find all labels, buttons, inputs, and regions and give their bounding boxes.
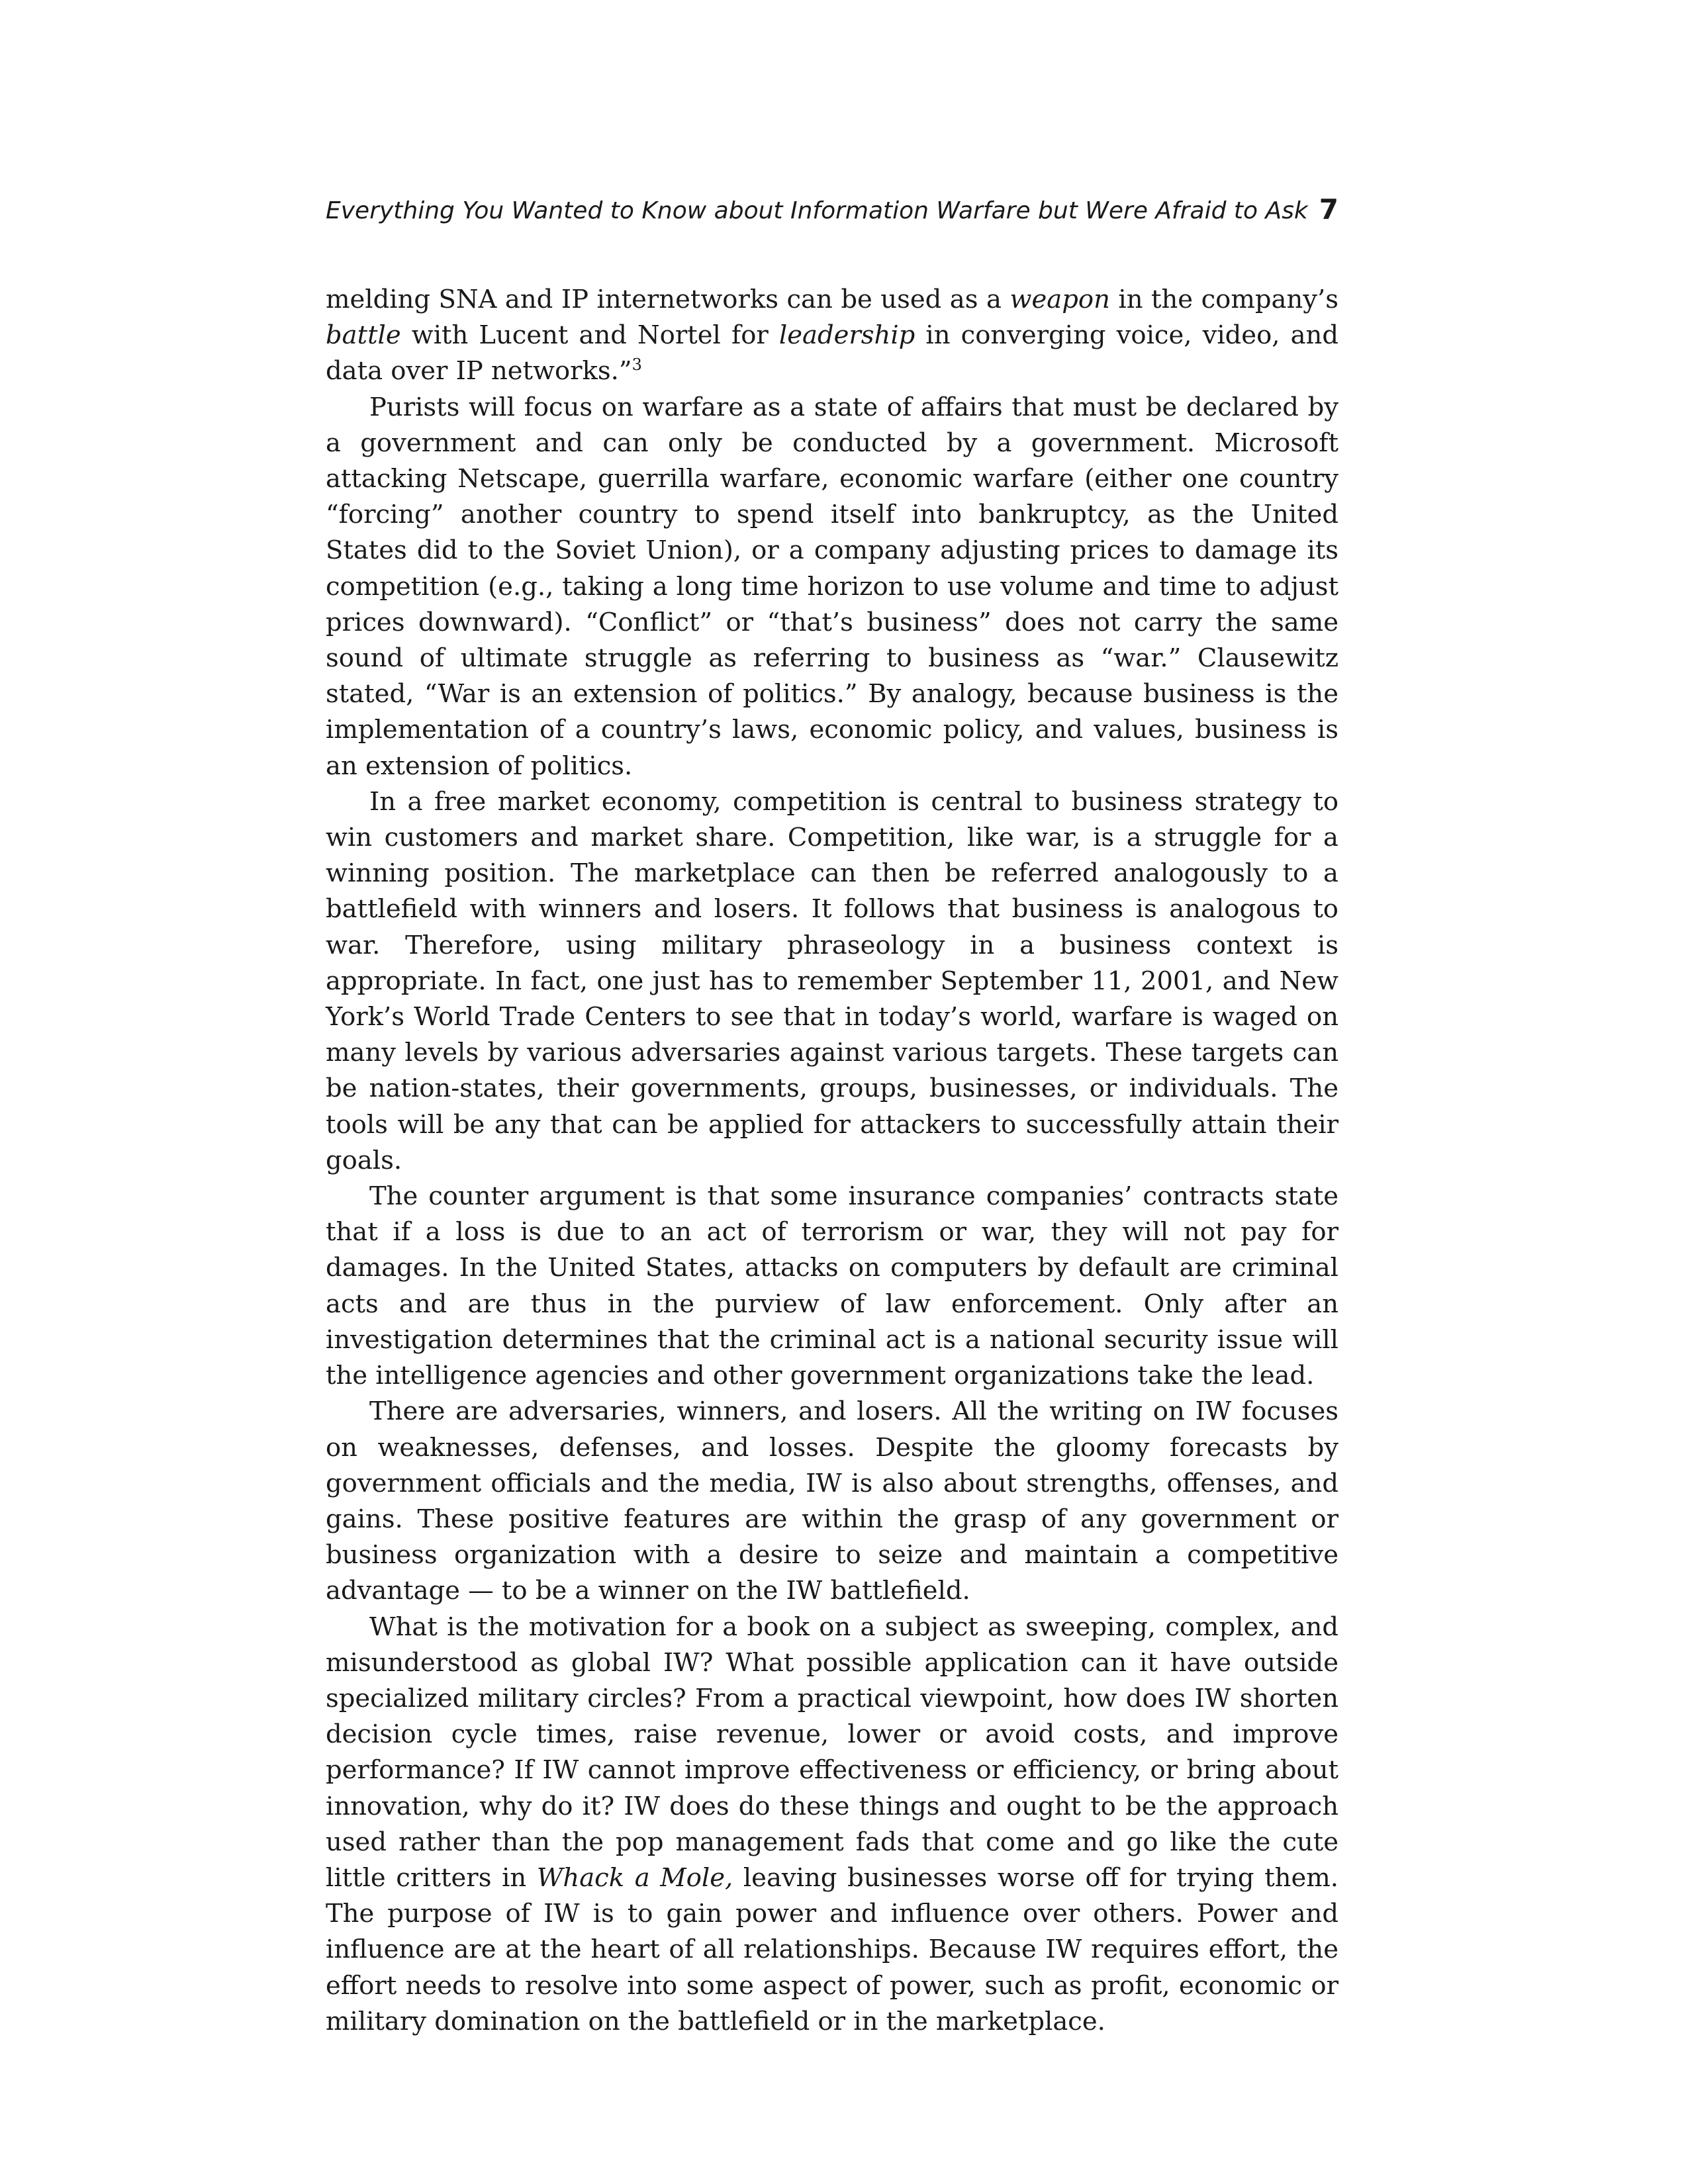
italic-text: battle — [326, 320, 401, 351]
italic-text: Whack a Mole, — [536, 1862, 733, 1893]
text-run: in the company’s — [1109, 285, 1339, 314]
italic-text: leadership — [778, 320, 915, 351]
text-run: What is the motivation for a book on a subject as sweeping, complex, and misunderstood as global IW? What possible application can it have outside specialized military circles? From a practical viewpoint, how does IW shorten decision cycle times, raise revenue, lower or avoid costs, and improve performance? If IW cannot improve effectiveness or efficiency, or bring about innovation, why do it? IW does do these things and ought to be the approach used rather than the pop management fads that come and go like the cute little critters in — [326, 1612, 1338, 1893]
body-text — [326, 282, 1338, 2040]
text-run: leaving businesses worse off for trying them. The purpose of IW is to gain power and influence over others. Power and influence are at the heart of all relationships. Because IW requires effort, the effort needs to resolve into some aspect of power, such as profit, economic or military domination on the battlefield or in the marketplace. — [326, 1862, 1338, 2036]
paragraph — [326, 1610, 1338, 2040]
footnote-marker: 3 — [632, 355, 642, 375]
paragraph-continued — [326, 282, 1338, 390]
text-run: in converging voice, video, and data over IP networks.” — [326, 320, 1338, 387]
paragraph: There are adversaries, winners, and losers. All the writing on IW focuses on weaknesses, defenses, and losses. Despite the gloomy forecasts by government officials and the media, IW is also about strengths, offenses, and gains. These positive features are within the grasp of any government or business organization with a desire to seize and maintain a competitive advantage — to be a winner on the IW battlefield. — [326, 1396, 1338, 1606]
italic-text: weapon — [1009, 285, 1110, 314]
paragraph: The counter argument is that some insurance companies’ contracts state that if a loss is due to an act of terrorism or war, they will not pay for damages. In the United States, attacks on computers by default are criminal acts and are thus in the purview of law enforcement. Only after an investigation determines that the criminal act is a national security issue will the intelligence agencies and other government organizations take the lead. — [326, 1181, 1338, 1391]
text-run: with Lucent and Nortel for — [400, 320, 779, 351]
text-run: melding SNA and IP internetworks can be used as a — [326, 285, 1010, 314]
running-header — [326, 193, 1338, 233]
page-number: 7 — [1319, 193, 1338, 226]
running-title: Everything You Wanted to Know about Information Warfare but Were Afraid to Ask — [326, 197, 1308, 224]
paragraph: Purists will focus on warfare as a state of affairs that must be declared by a government and can only be conducted by a government. Microsoft attacking Netscape, guerrilla warfare, economic warfare (either one country “forcing” another country to spend itself into bankruptcy, as the United States did to the Soviet Union), or a company adjusting prices to damage its competition (e.g., taking a long time horizon to use volume and time to adjust prices downward). “Conflict” or “that’s business” does not carry the same sound of ultimate struggle as referring to business as “war.” Clausewitz stated, “War is an extension of politics.” By analogy, because business is the implementation of a country’s laws, economic policy, and values, business is an extension of politics. — [326, 392, 1338, 781]
paragraph: In a free market economy, competition is central to business strategy to win customers and market share. Competition, like war, is a struggle for a winning position. The marketplace can then be referred analogously to a battlefield with winners and losers. It follows that business is analogous to war. Therefore, using military phraseology in a business context is appropriate. In fact, one just has to remember September 11, 2001, and New York’s World Trade Centers to see that in today’s world, warfare is waged on many levels by various adversaries against various targets. These targets can be nation-states, their governments, groups, businesses, or individuals. The tools will be any that can be applied for attackers to successfully attain their goals. — [326, 786, 1338, 1175]
